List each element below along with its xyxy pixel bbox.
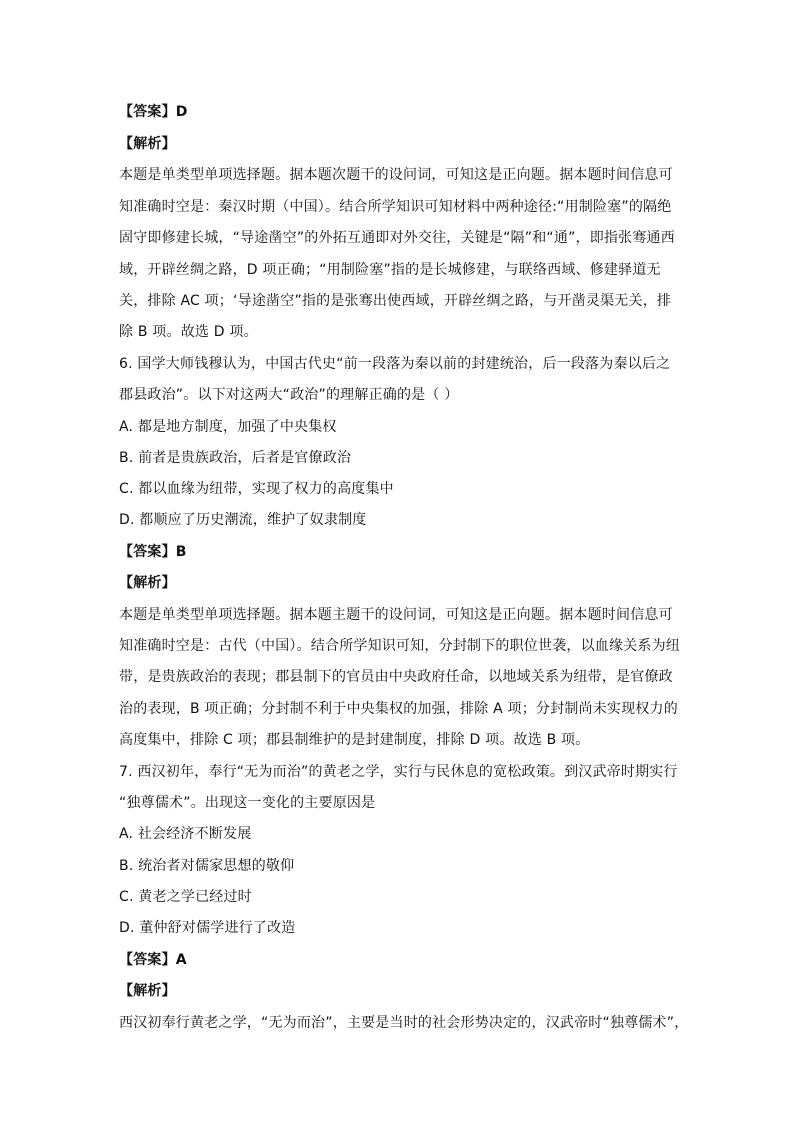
analysis-text-line: 固守即修建长城，“导途凿空”的外拓互通即对外交往，关键是“隔”和“通”，即指张骞通西 (119, 230, 675, 246)
question-7-stem: 7. 西汉初年，奉行“无为而治”的黄老之学，实行与民休息的宽松政策。到汉武帝时期实行 (119, 764, 678, 780)
analysis-text-line: 本题是单类型单项选择题。据本题次题干的设问词，可知这是正向题。据本题时间信息可 (119, 167, 673, 183)
question-6-option-d: D. 都顺应了历史潮流，维护了奴隶制度 (119, 512, 367, 528)
question-7-option-c: C. 黄老之学已经过时 (119, 889, 252, 905)
analysis-text-line: 域，开辟丝绸之路，D 项正确；“用制险塞”指的是长城修建，与联络西域、修建驿道无 (119, 262, 661, 278)
analysis-label-q6: 【解析】 (119, 575, 176, 591)
analysis-text-line: 高度集中，排除 C 项；郡县制维护的是封建制度，排除 D 项。故选 B 项。 (119, 732, 590, 748)
answer-label-q6: 【答案】B (119, 544, 187, 560)
question-6-option-b: B. 前者是贵族政治，后者是官僚政治 (119, 450, 352, 466)
analysis-text-line: 治的表现，B 项正确；分封制不利于中央集权的加强，排除 A 项；分封制尚未实现权力的 (119, 701, 678, 717)
analysis-text-line: 知准确时空是：秦汉时期（中国）。结合所学知识可知材料中两种途径:“用制险塞”的隔绝 (119, 199, 672, 215)
question-7-option-a: A. 社会经济不断发展 (119, 826, 252, 842)
analysis-text-line: 西汉初奉行黄老之学，“无为而治”，主要是当时的社会形势决定的，汉武帝时“独尊儒术”， (119, 1015, 689, 1031)
question-7-stem: “独尊儒术”。出现这一变化的主要原因是 (119, 795, 376, 811)
question-6-stem: 6. 国学大师钱穆认为，中国古代史“前一段落为秦以前的封建统治，后一段落为秦以后之 (119, 356, 671, 372)
analysis-text-line: 带，是贵族政治的表现；郡县制下的官员由中央政府任命，以地域关系为纽带，是官僚政 (119, 669, 673, 685)
analysis-text-line: 关，排除 AC 项；‘导途凿空”指的是张骞出使西域，开辟丝绸之路，与开凿灵渠无关，排 (119, 293, 672, 309)
question-7-option-d: D. 董仲舒对儒学进行了改造 (119, 920, 296, 936)
answer-label-q5: 【答案】D (119, 104, 188, 120)
answer-label-q7: 【答案】A (119, 952, 187, 968)
analysis-label-q7: 【解析】 (119, 983, 176, 999)
analysis-text-line: 本题是单类型单项选择题。据本题主题干的设问词，可知这是正向题。据本题时间信息可 (119, 607, 673, 623)
question-7-option-b: B. 统治者对儒家思想的敬仰 (119, 858, 295, 874)
question-6-option-c: C. 都以血缘为纽带，实现了权力的高度集中 (119, 481, 394, 497)
analysis-text-line: 知准确时空是：古代（中国）。结合所学知识可知，分封制下的职位世袭，以血缘关系为纽 (119, 638, 680, 654)
question-6-option-a: A. 都是地方制度，加强了中央集权 (119, 419, 337, 435)
analysis-text-line: 除 B 项。故选 D 项。 (119, 324, 258, 340)
question-6-stem: 郡县政治”。以下对这两大“政治”的理解正确的是（ ） (119, 387, 459, 403)
analysis-label-q5: 【解析】 (119, 136, 176, 152)
